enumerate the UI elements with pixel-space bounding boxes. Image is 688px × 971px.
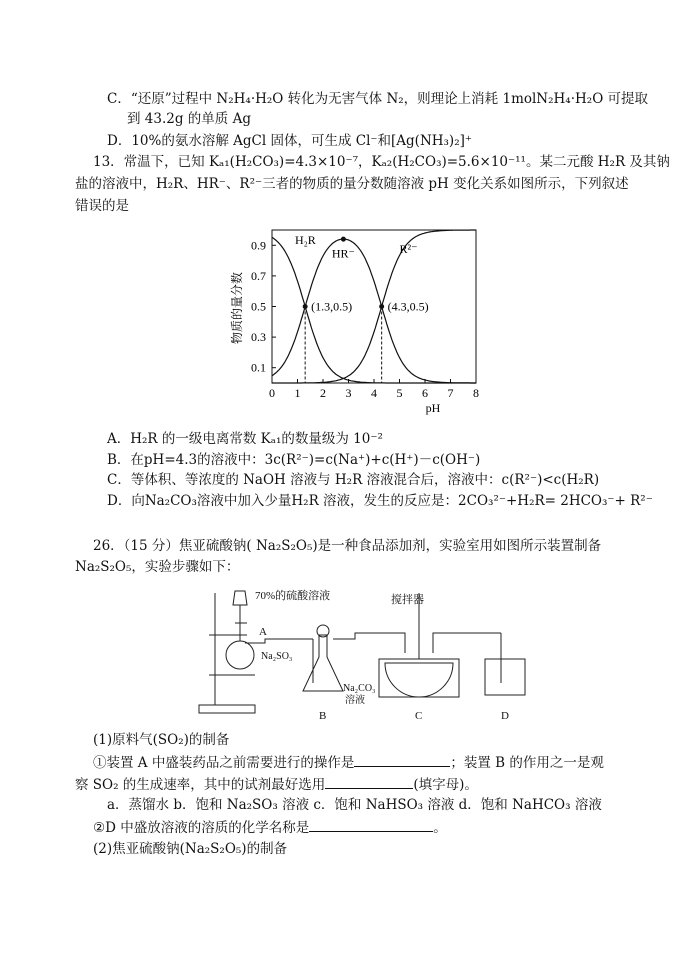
option-c: C．“还原”过程中 N₂H₄·H₂O 转化为无害气体 N₂，则理论上消耗 1molN₂H₄·H₂O 可提取 (107, 91, 649, 107)
q1-line2 (75, 774, 478, 794)
q2-line (93, 817, 447, 837)
x-tick-label: 5 (396, 386, 403, 400)
series-line-2 (272, 239, 476, 383)
point-label: (4.3,0.5) (387, 299, 429, 314)
series-label-1: H₂R (294, 232, 316, 247)
tube-a-b (245, 639, 287, 643)
label-solution: 溶液 (345, 695, 365, 706)
x-tick-label: 6 (422, 386, 428, 400)
series-label-3: R²⁻ (399, 241, 418, 256)
part2-title: (2)焦亚硫酸钠(Na₂S₂O₅)的制备 (93, 841, 288, 857)
q13-line3: 错误的是 (75, 198, 129, 214)
series-line-1 (272, 237, 476, 383)
q1-line1 (93, 752, 604, 772)
y-tick-label: 0.1 (251, 360, 266, 375)
q1-text-b: ；装置 B 的作用之一是观 (450, 755, 604, 771)
flask-b (303, 635, 343, 691)
x-tick-label: 2 (320, 386, 326, 400)
q26-line1: 26．（15 分）焦亚硫酸钠( Na₂S₂O₅)是一种食品添加剂，实验室用如图所示装置制备 (93, 538, 602, 554)
q13-option-b: B．在pH=4.3的溶液中：3c(R²⁻)=c(Na⁺)+c(H⁺)－c(OH⁻) (107, 452, 481, 468)
apparatus-figure (195, 583, 535, 725)
tube-c-d (433, 633, 485, 653)
y-axis-label: 物质的量分数 (230, 271, 244, 345)
q13-line2: 盐的溶液中，H₂R、HR⁻、R²⁻三者的物质的量分数随溶液 pH 变化关系如图所示，下列叙述 (75, 176, 629, 192)
point-label: (1.3,0.5) (311, 299, 353, 314)
series-label-2: HR⁻ (331, 246, 355, 261)
distribution-chart (225, 220, 485, 418)
intersection-point (303, 304, 308, 309)
x-tick-label: 0 (269, 386, 275, 400)
label-d: D (501, 710, 509, 722)
y-tick-label: 0.7 (251, 268, 266, 283)
plot-frame (272, 230, 476, 383)
x-tick-label: 8 (473, 386, 479, 400)
y-tick-label: 0.9 (251, 238, 266, 253)
stand-base (199, 705, 255, 713)
answer-blank-2[interactable] (325, 774, 413, 789)
flask-c (385, 663, 453, 697)
q13-line1: 13．常温下，已知 Kₐ₁(H₂CO₃)=4.3×10⁻⁷，Kₐ₂(H₂CO₃)=5.6×10⁻¹¹。某二元酸 H₂R 及其钠 (93, 154, 670, 170)
answer-blank-1[interactable] (354, 752, 450, 767)
stirrer-label: 搅拌器 (391, 594, 424, 606)
label-a: A (259, 626, 267, 638)
q13-option-d: D．向Na₂CO₃溶液中加入少量H₂R 溶液，发生的反应是：2CO₃²⁻+H₂R= 2HCO₃⁻+ R²⁻ (107, 493, 653, 509)
x-axis-label: pH (425, 401, 441, 415)
max-point (341, 237, 346, 242)
x-tick-label: 4 (371, 386, 377, 400)
series-line-3 (272, 230, 476, 383)
q13-option-c: C．等体积、等浓度的 NaOH 溶液与 H₂R 溶液混合后，溶液中：c(R²⁻)<c(H₂R) (107, 472, 600, 488)
q2-text-b: 。 (433, 820, 447, 836)
answer-blank-3[interactable] (309, 817, 433, 832)
funnel-top (233, 591, 247, 605)
q1-text-c: 察 SO₂ 的生成速率，其中的试剂最好选用 (75, 777, 326, 793)
part1-title: (1)原料气(SO₂)的制备 (93, 732, 230, 748)
label-na2so3: Na₂SO₃ (261, 651, 293, 662)
y-tick-label: 0.3 (251, 330, 266, 345)
y-tick-label: 0.5 (251, 299, 266, 314)
x-tick-label: 7 (447, 386, 454, 400)
x-tick-label: 3 (345, 386, 352, 400)
q2-text-a: ②D 中盛放溶液的溶质的化学名称是 (93, 820, 310, 836)
label-c: C (415, 710, 423, 722)
q13-option-a: A．H₂R 的一级电离常数 Kₐ₁的数量级为 10⁻² (107, 431, 383, 447)
acid-label: 70%的硫酸溶液 (255, 590, 331, 602)
option-d: D．10%的氨水溶解 AgCl 固体，可生成 Cl⁻和[Ag(NH₃)₂]⁺ (107, 133, 473, 149)
q1-choices: a．蒸馏水 b．饱和 Na₂SO₃ 溶液 c．饱和 NaHSO₃ 溶液 d．饱和 NaHCO₃ 溶液 (107, 797, 602, 813)
intersection-point (379, 304, 384, 309)
x-tick-label: 1 (294, 386, 301, 400)
label-b: B (319, 710, 327, 722)
q1-text-a: ①装置 A 中盛装药品之前需要进行的操作是 (93, 755, 355, 771)
q1-text-d: (填字母)。 (413, 777, 478, 793)
option-c-continued: 到 43.2g 的单质 Ag (127, 111, 251, 127)
beaker-d (485, 659, 525, 695)
flask-a (226, 641, 254, 669)
water-bath (379, 659, 459, 697)
label-na2co3: Na₂CO₃ (343, 683, 376, 694)
q26-line2: Na₂S₂O₅，实验步骤如下： (75, 559, 240, 575)
